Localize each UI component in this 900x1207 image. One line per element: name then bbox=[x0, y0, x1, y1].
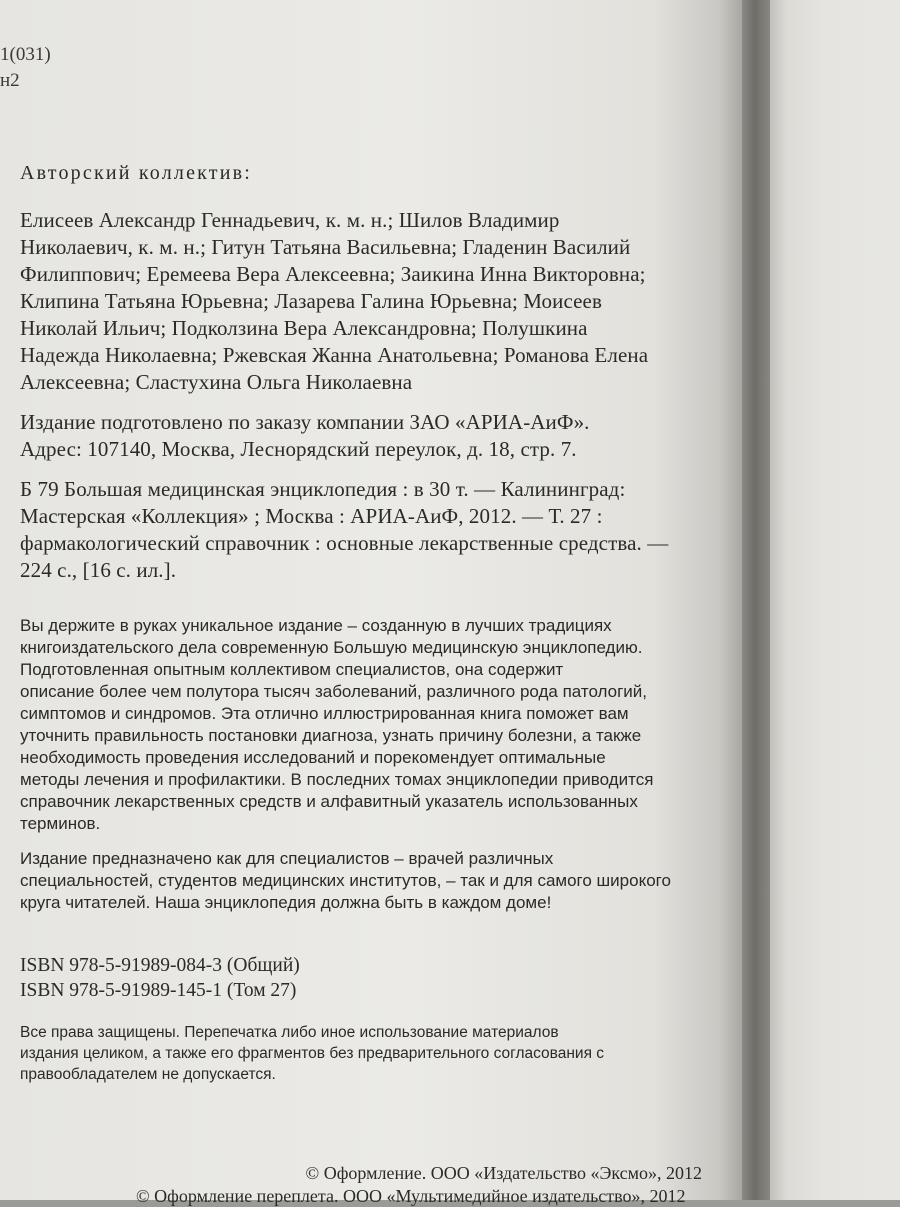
authors-line: Николаевич, к. м. н.; Гитун Татьяна Васильевна; Гладенин Василий bbox=[20, 235, 631, 259]
annotation-line: терминов. bbox=[20, 814, 101, 833]
udc-code: 1(031) bbox=[0, 44, 51, 65]
authors-line: Клипина Татьяна Юрьевна; Лазарева Галина Юрьевна; Моисеев bbox=[20, 289, 602, 313]
binding-credit: © Оформление переплета. ООО «Мультимедийное издательство», 2012 bbox=[136, 1186, 686, 1206]
authors-line: Надежда Николаевна; Ржевская Жанна Анатольевна; Романова Елена bbox=[20, 343, 649, 367]
audience-line: специальностей, студентов медицинских институтов, – так и для самого широкого bbox=[20, 871, 671, 890]
authors-line: Алексеевна; Сластухина Ольга Николаевна bbox=[20, 370, 413, 394]
annotation-line: книгоиздательского дела современную Большую медицинскую энциклопедию. bbox=[20, 638, 643, 657]
design-credit: © Оформление. ООО «Издательство «Эксмо», 2012 bbox=[305, 1163, 702, 1183]
annotation-line: методы лечения и профилактики. В последних томах энциклопедии приводится bbox=[20, 770, 654, 789]
annotation-line: справочник лекарственных средств и алфавитный указатель использованных bbox=[20, 792, 638, 811]
audience-line: Издание предназначено как для специалистов – врачей различных bbox=[20, 849, 554, 868]
book-gutter bbox=[742, 0, 770, 1200]
publisher-line: Издание подготовлено по заказу компании ЗАО «АРИА-АиФ». bbox=[20, 410, 590, 434]
rights-line: Все права защищены. Перепечатка либо иное использование материалов bbox=[20, 1024, 559, 1041]
annotation-line: Вы держите в руках уникальное издание – созданную в лучших традициях bbox=[20, 616, 612, 635]
catalog-line: фармакологический справочник : основные лекарственные средства. — bbox=[20, 531, 669, 555]
audience-line: круга читателей. Наша энциклопедия должна быть в каждом доме! bbox=[20, 893, 552, 912]
catalog-line: Мастерская «Коллекция» ; Москва : АРИА-АиФ, 2012. — Т. 27 : bbox=[20, 504, 603, 528]
authors-heading: Авторский коллектив: bbox=[20, 162, 253, 184]
publisher-address: Адрес: 107140, Москва, Леснорядский переулок, д. 18, стр. 7. bbox=[20, 437, 577, 461]
catalog-line: Б 79 Большая медицинская энциклопедия : в 30 т. — Калининград: bbox=[20, 477, 626, 501]
rights-line: издания целиком, а также его фрагментов без предварительного согласования с bbox=[20, 1045, 605, 1062]
right-page bbox=[770, 0, 900, 1200]
authors-line: Николай Ильич; Подколзина Вера Александровна; Полушкина bbox=[20, 316, 588, 340]
annotation-line: симптомов и синдромов. Эта отлично иллюстрированная книга поможет вам bbox=[20, 704, 629, 723]
isbn-general: ISBN 978-5-91989-084-3 (Общий) bbox=[20, 955, 300, 976]
catalog-line: 224 с., [16 с. ил.]. bbox=[20, 558, 177, 582]
rights-line: правообладателем не допускается. bbox=[20, 1066, 276, 1083]
authors-line: Филиппович; Еремеева Вера Алексеевна; Заикина Инна Викторовна; bbox=[20, 262, 646, 286]
isbn-volume: ISBN 978-5-91989-145-1 (Том 27) bbox=[20, 980, 297, 1001]
bbk-code: н2 bbox=[0, 70, 20, 91]
annotation-line: уточнить правильность постановки диагноза, узнать причину болезни, а также bbox=[20, 726, 642, 745]
annotation-line: Подготовленная опытным коллективом специалистов, она содержит bbox=[20, 660, 564, 679]
annotation-line: необходимость проведения исследований и порекомендует оптимальные bbox=[20, 748, 606, 767]
authors-line: Елисеев Александр Геннадьевич, к. м. н.; Шилов Владимир bbox=[20, 208, 560, 232]
annotation-line: описание более чем полутора тысяч заболеваний, различного рода патологий, bbox=[20, 682, 648, 701]
